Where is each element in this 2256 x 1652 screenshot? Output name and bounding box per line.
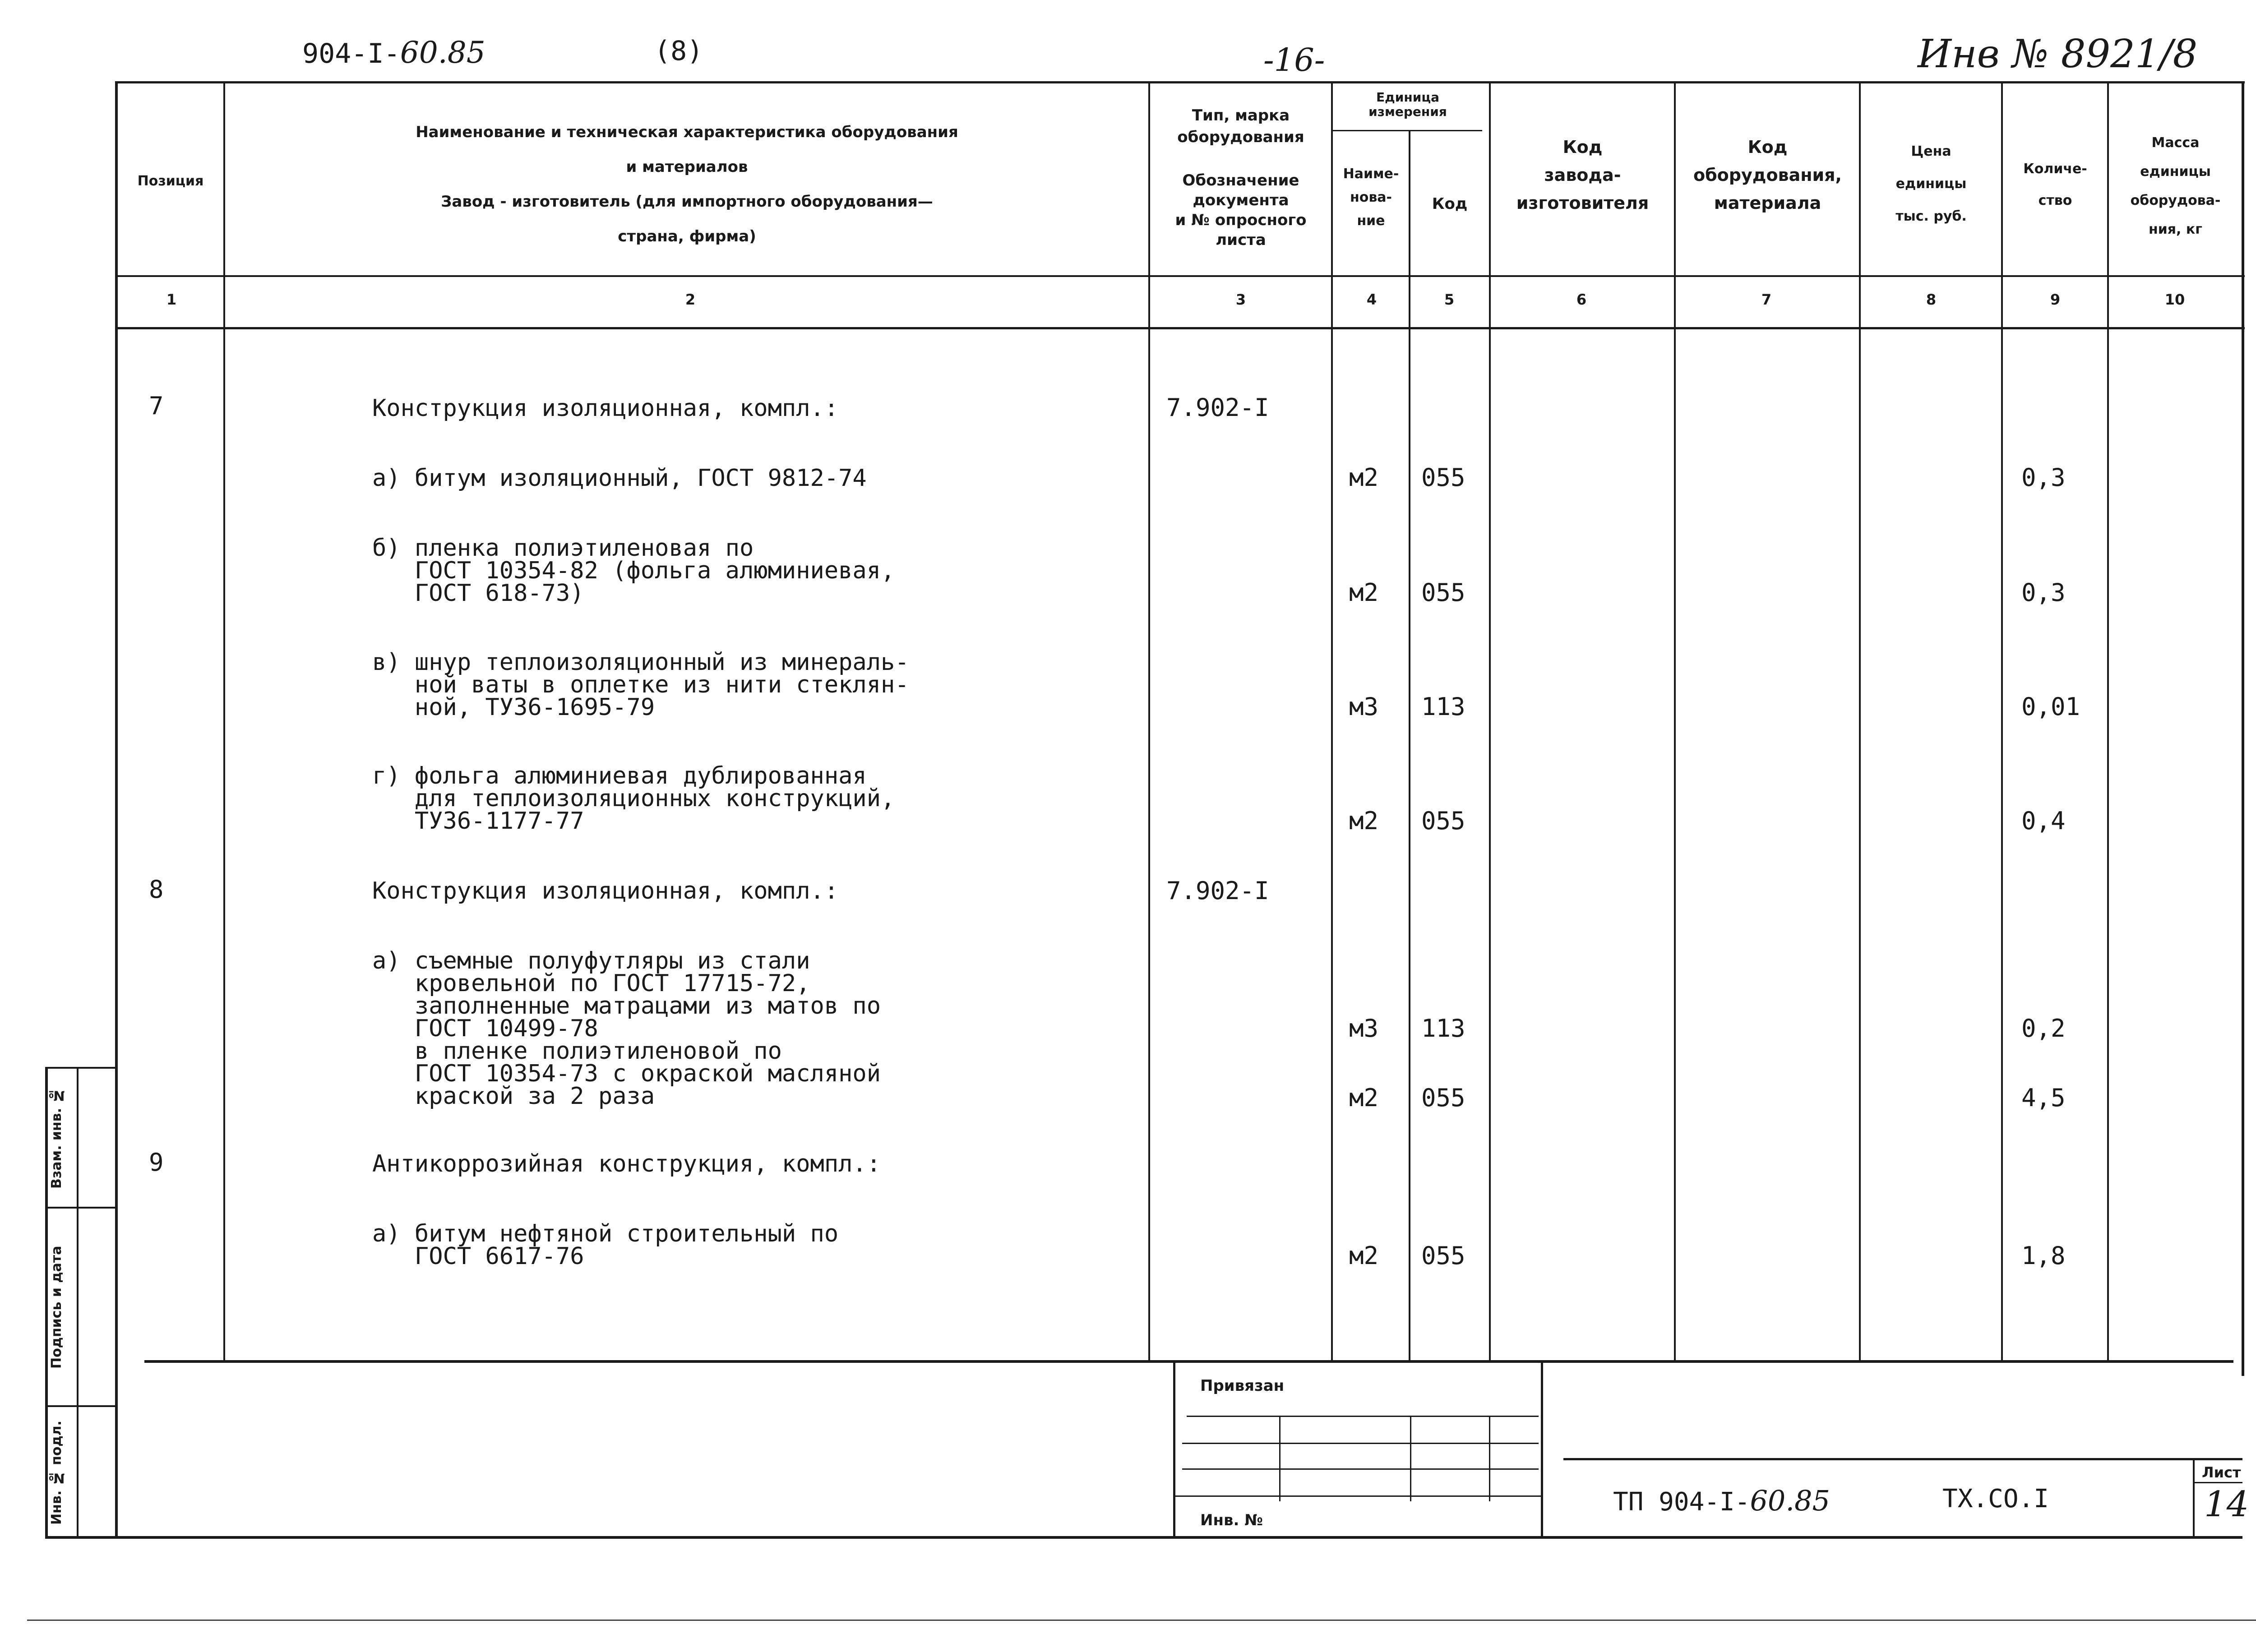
- row-code: 055: [1421, 807, 1465, 835]
- row-description: а) битум нефтяной строительный по ГОСТ 6617-76: [372, 1220, 839, 1270]
- row-position: 8: [149, 875, 164, 904]
- binding-label: Привязан: [1200, 1377, 1285, 1395]
- part-number: (8): [654, 35, 703, 67]
- row-unit: м3: [1349, 692, 1379, 721]
- column-number: 9: [2050, 291, 2061, 308]
- side-stamp-vzam: Взам. инв. №: [49, 1087, 65, 1189]
- row-description: в пленке полиэтиленовой по ГОСТ 10354-73 с окраской масляной краской за 2 раза: [414, 1038, 881, 1110]
- binding-inv-label: Инв. №: [1200, 1511, 1263, 1529]
- row-quantity: 1,8: [2021, 1241, 2066, 1270]
- row-code: 055: [1421, 1084, 1465, 1112]
- row-code: 055: [1421, 1241, 1465, 1270]
- sheet-label: Лист: [2202, 1464, 2241, 1481]
- header-document: Обозначение документа и № опросного листа: [1175, 171, 1307, 249]
- row-unit: м2: [1349, 578, 1379, 607]
- row-code: 055: [1421, 463, 1465, 492]
- column-number: 1: [166, 291, 177, 308]
- column-number: 5: [1444, 291, 1455, 308]
- row-description: Антикоррозийная конструкция, компл.:: [372, 1150, 881, 1177]
- row-code: 055: [1421, 578, 1465, 607]
- column-number: 10: [2164, 291, 2185, 308]
- header-material-code: Код оборудования, материала: [1693, 137, 1842, 213]
- row-type: 7.902-I: [1166, 877, 1269, 905]
- row-description: а) битум изоляционный, ГОСТ 9812-74: [372, 465, 867, 492]
- row-description: в) шнур теплоизоляционный из минераль- ной ваты в оплетке из нити стеклян- ной, ТУ36-1695-79: [372, 649, 909, 721]
- title-doc-number: [1613, 1484, 1830, 1517]
- row-description: а) съемные полуфутляры из стали кровельной по ГОСТ 17715-72, заполненные матрацами из матов по ГОСТ 10499-78: [372, 947, 881, 1042]
- row-unit: м2: [1349, 1241, 1379, 1270]
- title-doc-code: ТХ.СО.I: [1942, 1484, 2049, 1514]
- doc-code-prefix: 904-I-: [302, 38, 400, 69]
- row-unit: м2: [1349, 1084, 1379, 1112]
- column-number: 7: [1761, 291, 1772, 308]
- doc-code-handwritten: 60.85: [400, 35, 485, 70]
- header-quantity: Количе- ство: [2023, 161, 2087, 208]
- column-number: 4: [1366, 291, 1377, 308]
- scan-edge-line: [27, 1620, 2256, 1621]
- row-code: 113: [1421, 1014, 1465, 1043]
- row-description: Конструкция изоляционная, компл.:: [372, 877, 839, 904]
- side-stamp-inv-podl: Инв. № подл.: [49, 1420, 65, 1525]
- row-type: 7.902-I: [1166, 393, 1269, 422]
- column-number: 2: [685, 291, 696, 308]
- doc-code: [302, 35, 485, 70]
- header-type: Тип, марка оборудования: [1177, 106, 1304, 146]
- page-number: -16-: [1263, 42, 1325, 78]
- row-position: 7: [149, 392, 164, 420]
- row-unit: м3: [1349, 1014, 1379, 1043]
- header-unit-code: Код: [1432, 195, 1468, 213]
- column-number: 8: [1926, 291, 1937, 308]
- title-doc-handwritten: 60.85: [1750, 1484, 1830, 1517]
- title-doc-prefix: ТП 904-I-: [1613, 1487, 1750, 1517]
- row-description: г) фольга алюминиевая дублированная для теплоизоляционных конструкций, ТУ36-1177-77: [372, 762, 895, 835]
- row-quantity: 0,3: [2021, 463, 2066, 492]
- inventory-number: Инв № 8921/8: [1918, 32, 2198, 77]
- row-quantity: 0,3: [2021, 578, 2066, 607]
- row-position: 9: [149, 1148, 164, 1177]
- row-description: Конструкция изоляционная, компл.:: [372, 395, 839, 422]
- row-quantity: 4,5: [2021, 1084, 2066, 1112]
- sheet-number: 14: [2204, 1484, 2249, 1525]
- row-description: б) пленка полиэтиленовая по ГОСТ 10354-82 (фольга алюминиевая, ГОСТ 618-73): [372, 535, 895, 607]
- side-stamp-signature: Подпись и дата: [49, 1246, 65, 1369]
- header-factory-code: Код завода- изготовителя: [1516, 137, 1649, 213]
- header-price: Цена единицы тыс. руб.: [1895, 143, 1967, 224]
- header-name: Наименование и техническая характеристика оборудования и материалов Завод - изготовитель (для импортного оборудования— страна, фирма): [416, 123, 958, 245]
- header-unit-group: Единица измерения: [1368, 90, 1447, 119]
- row-quantity: 0,2: [2021, 1014, 2066, 1043]
- header-unit-name: Наиме- нова- ние: [1343, 166, 1399, 229]
- column-number: 6: [1576, 291, 1587, 308]
- header-position: Позиция: [137, 173, 204, 189]
- row-code: 113: [1421, 692, 1465, 721]
- row-unit: м2: [1349, 807, 1379, 835]
- header-mass: Масса единицы оборудова- ния, кг: [2130, 135, 2221, 237]
- column-number: 3: [1235, 291, 1246, 308]
- row-quantity: 0,4: [2021, 807, 2066, 835]
- row-unit: м2: [1349, 463, 1379, 492]
- row-quantity: 0,01: [2021, 692, 2080, 721]
